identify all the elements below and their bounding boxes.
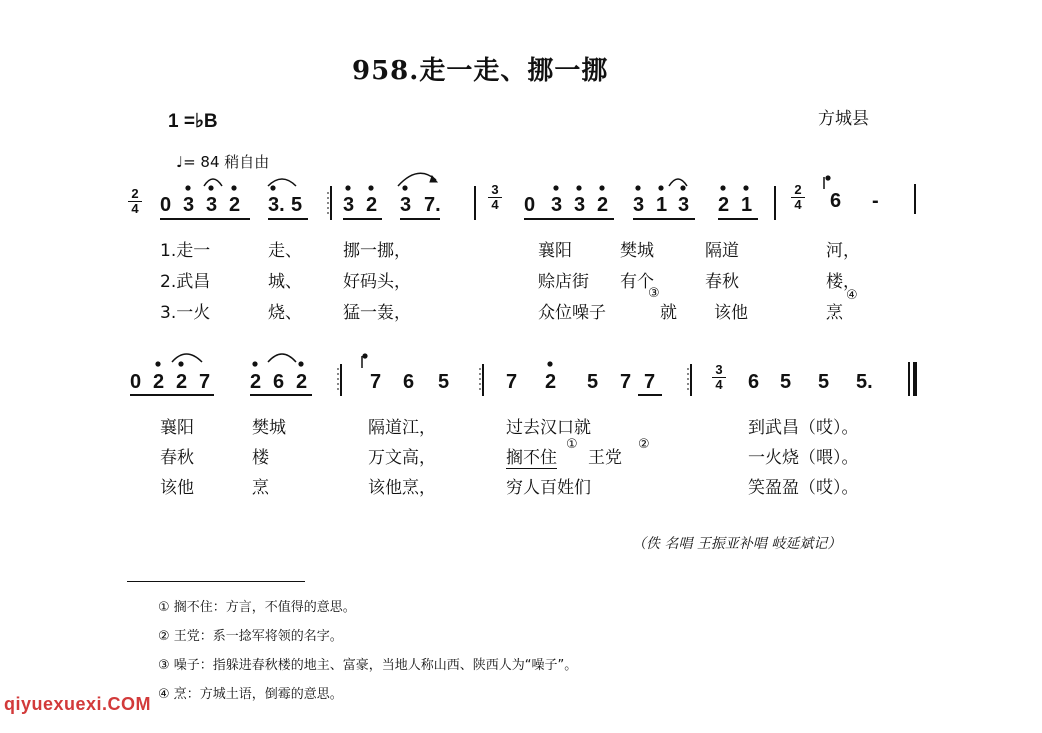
time-signature: 2 4 xyxy=(791,184,805,211)
lyric: 一火烧（喂）。 xyxy=(748,448,859,468)
note: 2 xyxy=(366,194,378,216)
slur xyxy=(204,179,222,186)
high-octave-dot xyxy=(271,186,274,189)
note: 2 xyxy=(153,371,165,393)
performer-credit: （佚 名唱 王振亚补唱 岐延斌记） xyxy=(632,536,842,552)
lyric: 春秋 xyxy=(160,448,194,468)
lyric: 襄阳 xyxy=(160,418,194,438)
note: 3 xyxy=(574,194,586,216)
note: 7 xyxy=(620,371,632,393)
note: 2 xyxy=(545,371,557,393)
time-signature: 3 4 xyxy=(712,364,726,391)
note: 3 xyxy=(183,194,195,216)
lyric: 万文高， xyxy=(368,448,436,468)
footnote-marker: ④ xyxy=(846,288,858,303)
region-label: 方城县 xyxy=(818,109,869,129)
footnote-marker: ① xyxy=(566,437,578,452)
lyric: 猛一轰， xyxy=(343,303,411,323)
note: 0 xyxy=(524,194,536,216)
note: 7 xyxy=(506,371,518,393)
slur xyxy=(268,354,296,362)
note: 3. xyxy=(268,194,285,216)
note: 2 xyxy=(597,194,609,216)
lyric: 该他 xyxy=(160,478,194,498)
lyric: 该他 xyxy=(714,303,748,323)
high-octave-dot xyxy=(299,362,302,365)
high-octave-dot xyxy=(369,186,372,189)
lyric: 隔道江， xyxy=(368,418,436,438)
lyric: 赊店街 xyxy=(538,272,589,292)
footnote: ② 王党：系一捻军将领的名字。 xyxy=(158,629,343,644)
lyric: 走、 xyxy=(268,241,302,261)
note: 3 xyxy=(206,194,218,216)
lyric: 有个 xyxy=(620,272,654,292)
high-octave-dot xyxy=(548,362,551,365)
note: 3 xyxy=(551,194,563,216)
note: 5 xyxy=(438,371,450,393)
lyric: 城、 xyxy=(268,272,302,292)
note: 0 xyxy=(160,194,172,216)
high-octave-dot xyxy=(600,186,603,189)
high-octave-dot xyxy=(554,186,557,189)
note: 7 xyxy=(370,371,382,393)
footnote: ③ 噪子：指躲进春秋楼的地主、富豪，当地人称山西、陕西人为“噪子”。 xyxy=(158,658,578,673)
slur xyxy=(172,354,202,362)
note: 5 xyxy=(818,371,830,393)
lyric: 穷人百姓们 xyxy=(506,478,591,498)
grace-mark xyxy=(363,354,366,357)
lyric: 笑盈盈（哎）。 xyxy=(748,478,859,498)
high-octave-dot xyxy=(721,186,724,189)
lyric: 就 xyxy=(660,303,677,323)
footnote-marker: ② xyxy=(638,437,650,452)
lyric: 1.走一 xyxy=(160,241,211,261)
lyric: 烧、 xyxy=(268,303,302,323)
lyric: 楼， xyxy=(826,272,860,292)
high-octave-dot xyxy=(744,186,747,189)
note: 6 xyxy=(748,371,760,393)
note: 7. xyxy=(424,194,441,216)
note: 2 xyxy=(250,371,262,393)
note: - xyxy=(872,190,879,212)
lyric-underlined: 搁不住 xyxy=(506,443,557,469)
note: 7 xyxy=(644,371,656,393)
lyric: 襄阳 xyxy=(538,241,572,261)
note: 6 xyxy=(273,371,285,393)
lyric: 烹 xyxy=(826,303,843,323)
note: 2 xyxy=(229,194,241,216)
key-signature: 1 =♭B xyxy=(168,111,218,132)
footnote: ④ 烹：方城土语，倒霉的意思。 xyxy=(158,687,343,702)
score-markings xyxy=(0,0,1042,240)
site-watermark: qiyuexuexi.COM xyxy=(4,694,152,714)
high-octave-dot xyxy=(179,362,182,365)
high-octave-dot xyxy=(156,362,159,365)
note: 5 xyxy=(587,371,599,393)
note: 2 xyxy=(296,371,308,393)
note: 5 xyxy=(291,194,303,216)
lyric: 隔道 xyxy=(705,241,739,261)
high-octave-dot xyxy=(253,362,256,365)
slur xyxy=(268,179,296,186)
high-octave-dot xyxy=(681,186,684,189)
time-signature: 3 4 xyxy=(488,184,502,211)
lyric: 该他烹， xyxy=(368,478,436,498)
lyric: 樊城 xyxy=(252,418,286,438)
lyric: 到武昌（哎）。 xyxy=(748,418,859,438)
lyric: 樊城 xyxy=(620,241,654,261)
lyric: 河， xyxy=(826,241,860,261)
note: 2 xyxy=(176,371,188,393)
lyric: 春秋 xyxy=(705,272,739,292)
note: 3 xyxy=(633,194,645,216)
note: 5. xyxy=(856,371,873,393)
lyric: 过去汉口就 xyxy=(506,418,591,438)
lyric: 挪一挪， xyxy=(343,241,411,261)
note: 5 xyxy=(780,371,792,393)
note: 6 xyxy=(403,371,415,393)
note: 3 xyxy=(343,194,355,216)
high-octave-dot xyxy=(232,186,235,189)
lyric: 楼 xyxy=(252,448,269,468)
score-markings-2 xyxy=(0,330,1042,410)
time-signature: 2 4 xyxy=(128,188,142,215)
lyric: 好码头， xyxy=(343,272,411,292)
lyric: 3.一火 xyxy=(160,303,211,323)
song-title: 958.走一走、挪一挪 xyxy=(352,56,609,86)
note: 0 xyxy=(130,371,142,393)
note: 7 xyxy=(199,371,211,393)
note: 3 xyxy=(400,194,412,216)
lyric: 2.武昌 xyxy=(160,272,211,292)
note: 2 xyxy=(718,194,730,216)
high-octave-dot xyxy=(186,186,189,189)
lyric: 众位噪子 xyxy=(538,303,606,323)
note: 1 xyxy=(741,194,753,216)
high-octave-dot xyxy=(577,186,580,189)
footnote-divider xyxy=(127,581,305,582)
footnote-marker: ③ xyxy=(648,286,660,301)
lyric: 王党 xyxy=(588,448,622,468)
high-octave-dot xyxy=(659,186,662,189)
footnote: ① 搁不住：方言，不值得的意思。 xyxy=(158,600,356,615)
note: 3 xyxy=(678,194,690,216)
high-octave-dot xyxy=(209,186,212,189)
lyric: 烹 xyxy=(252,478,269,498)
high-octave-dot xyxy=(403,186,406,189)
note: 6 xyxy=(830,190,842,212)
grace-mark xyxy=(826,176,829,179)
high-octave-dot xyxy=(636,186,639,189)
high-octave-dot xyxy=(346,186,349,189)
tempo-marking: ♩= 84 稍自由 xyxy=(176,153,270,171)
slur xyxy=(669,179,687,186)
note: 1 xyxy=(656,194,668,216)
